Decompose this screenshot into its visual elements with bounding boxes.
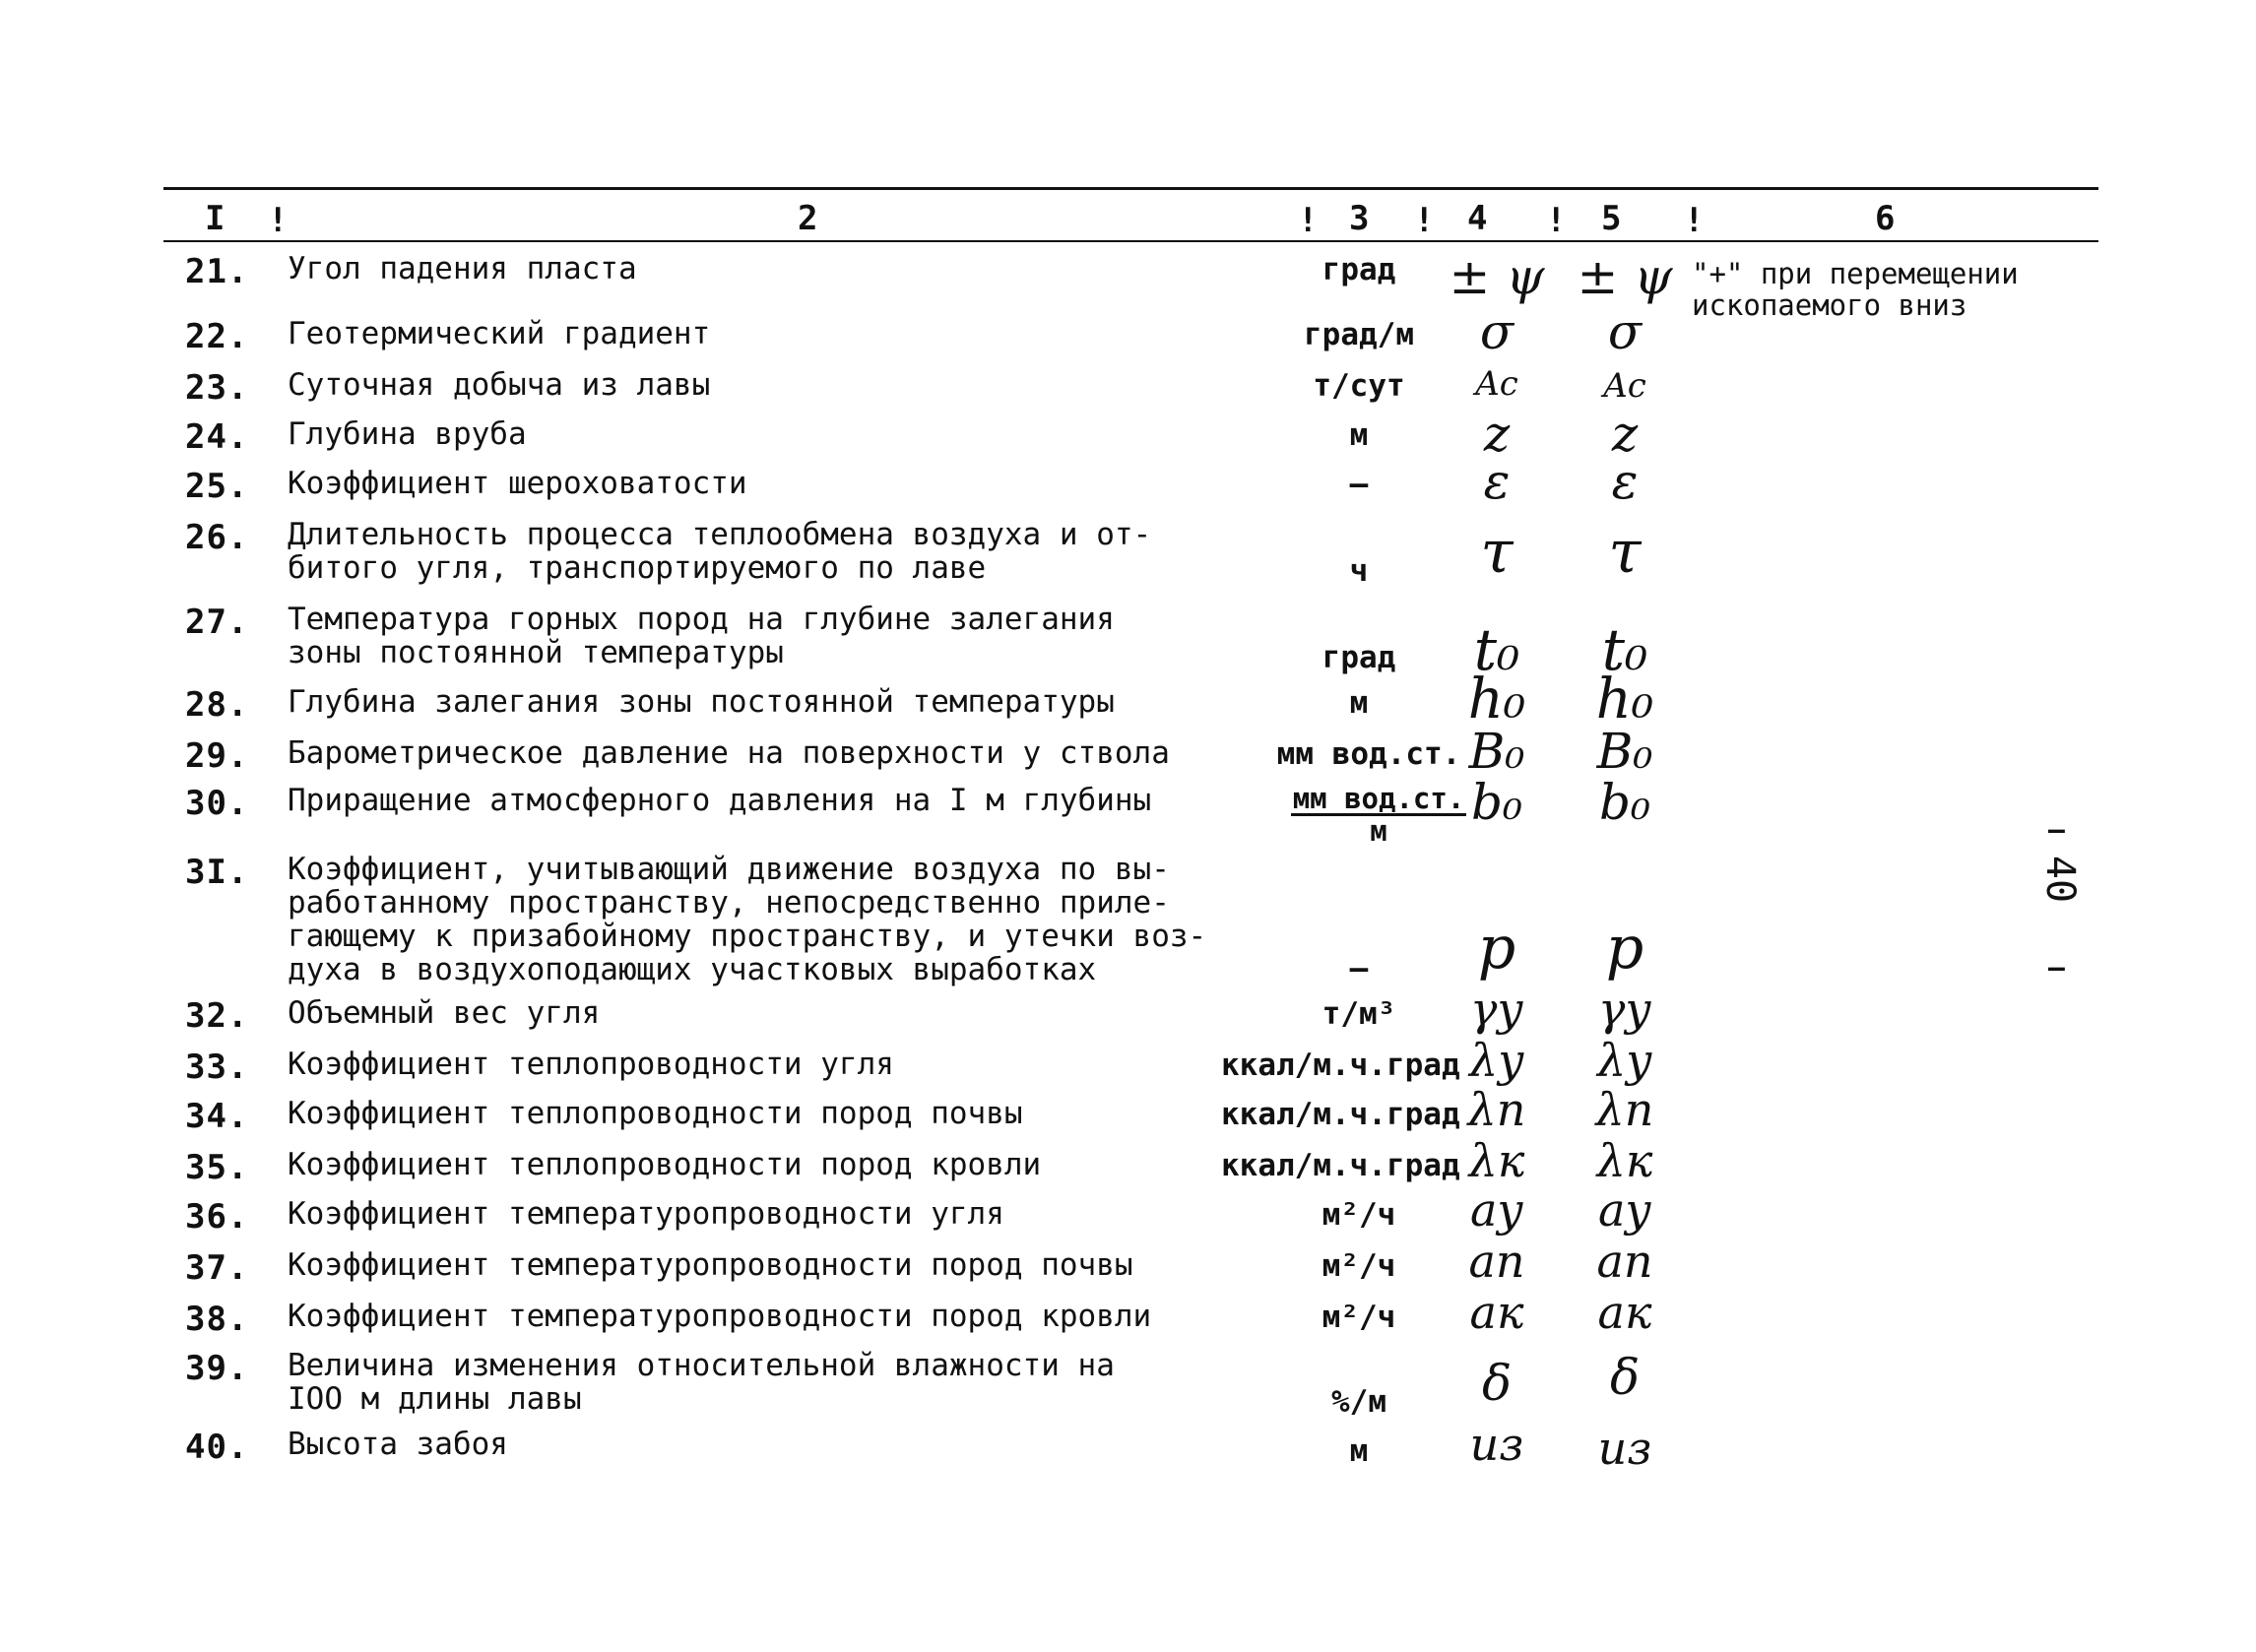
- row-symbol-col5: p: [1605, 914, 1644, 983]
- row-unit: м: [1349, 1433, 1369, 1469]
- row-description: Коэффициент температуропроводности угля: [288, 1196, 1004, 1232]
- row-unit: м²/ч: [1321, 1248, 1396, 1284]
- row-number: 40.: [185, 1428, 249, 1467]
- row-unit: град: [1321, 640, 1396, 675]
- row-symbol-col5: h₀: [1595, 667, 1654, 731]
- row-symbol-col4: uз: [1469, 1418, 1524, 1471]
- row-description: Коэффициент теплопроводности пород кровли: [288, 1147, 1042, 1182]
- row-symbol-col5: ± ψ: [1577, 248, 1673, 305]
- row-symbol-col5: aу: [1597, 1183, 1652, 1237]
- row-symbol-col5: λп: [1595, 1083, 1654, 1136]
- row-unit: град/м: [1304, 317, 1414, 352]
- row-description: Объемный вес угля: [288, 995, 601, 1031]
- row-unit: –: [1349, 951, 1369, 986]
- row-symbol-col5: t₀: [1601, 616, 1648, 683]
- row-description: Коэффициент температуропроводности пород кровли: [288, 1299, 1152, 1334]
- row-number: 36.: [185, 1197, 249, 1237]
- row-unit: –: [1349, 467, 1369, 502]
- row-description: Коэффициент шероховатости: [288, 466, 747, 501]
- row-symbol-col4: z: [1483, 406, 1511, 463]
- row-symbol-col5: uз: [1597, 1422, 1652, 1475]
- row-symbol-col4: τ: [1480, 518, 1514, 587]
- header-col1: I: [205, 199, 226, 238]
- row-description: Геотермический градиент: [288, 316, 711, 351]
- row-symbol-col4: aп: [1468, 1235, 1525, 1288]
- row-number: 30.: [185, 784, 249, 823]
- row-symbol-col4: B₀: [1468, 723, 1525, 780]
- row-symbol-col5: B₀: [1596, 723, 1653, 780]
- header-col3: 3: [1349, 199, 1370, 238]
- row-unit: т/сут: [1313, 368, 1405, 404]
- row-symbol-col4: γу: [1469, 983, 1524, 1036]
- row-number: 28.: [185, 685, 249, 725]
- row-symbol-col4: ε: [1483, 453, 1511, 510]
- row-description: Высота забоя: [288, 1427, 508, 1462]
- row-number: 3I.: [185, 853, 249, 892]
- row-symbol-col5: γу: [1597, 983, 1652, 1036]
- row-description: Величина изменения относительной влажности на IOO м длины лавы: [288, 1348, 1115, 1417]
- column6-note: "+" при перемещении ископаемого вниз: [1692, 257, 2019, 322]
- page-number-dash-bottom: –: [2048, 951, 2065, 984]
- row-unit: ккал/м.ч.град: [1221, 1048, 1460, 1083]
- row-symbol-col4: δ: [1481, 1355, 1513, 1412]
- row-symbol-col4: b₀: [1470, 774, 1523, 831]
- row-unit: ккал/м.ч.град: [1221, 1097, 1460, 1132]
- row-number: 38.: [185, 1300, 249, 1339]
- row-description: Коэффициент температуропроводности пород почвы: [288, 1247, 1133, 1283]
- header-sep: !: [1546, 201, 1567, 240]
- row-symbol-col5: δ: [1609, 1349, 1641, 1406]
- row-unit: град: [1321, 252, 1396, 287]
- row-description: Приращение атмосферного давления на I м глубины: [288, 783, 1152, 818]
- row-number: 26.: [185, 518, 249, 557]
- header-top-rule: [163, 187, 2098, 190]
- row-symbol-col4: λу: [1469, 1034, 1524, 1087]
- row-symbol-col5: τ: [1608, 518, 1642, 587]
- row-number: 25.: [185, 467, 249, 506]
- row-description: Коэффициент теплопроводности угля: [288, 1047, 894, 1082]
- row-symbol-col5: λк: [1596, 1134, 1653, 1187]
- row-unit: м: [1349, 685, 1369, 721]
- row-symbol-col4: aу: [1469, 1183, 1524, 1237]
- row-symbol-col4: Ac: [1475, 364, 1518, 404]
- row-number: 23.: [185, 368, 249, 408]
- row-symbol-col4: t₀: [1473, 616, 1520, 683]
- row-symbol-col5: ε: [1611, 453, 1639, 510]
- header-sep: !: [1298, 201, 1319, 240]
- header-col5: 5: [1601, 199, 1622, 238]
- row-description: Коэффициент теплопроводности пород почвы: [288, 1096, 1023, 1131]
- row-symbol-col4: λк: [1468, 1134, 1525, 1187]
- row-symbol-col5: Ac: [1603, 366, 1646, 406]
- row-description: Температура горных пород на глубине залегания зоны постоянной температуры: [288, 602, 1115, 670]
- row-unit: ч: [1349, 553, 1369, 589]
- header-sep: !: [268, 201, 289, 240]
- row-symbol-col4: h₀: [1467, 667, 1526, 731]
- row-description: Барометрическое давление на поверхности у ствола: [288, 735, 1170, 771]
- row-unit: мм вод.ст.: [1276, 736, 1461, 772]
- header-sep: !: [1684, 201, 1705, 240]
- page-number-dash-top: –: [2048, 813, 2065, 846]
- row-symbol-col4: σ: [1479, 303, 1515, 360]
- row-description: Длительность процесса теплообмена воздуха и от- битого угля, транспортируемого по лаве: [288, 517, 1152, 586]
- unit-numerator: мм вод.ст.: [1292, 782, 1465, 815]
- row-unit: м²/ч: [1321, 1197, 1396, 1233]
- header-sep: !: [1414, 201, 1435, 240]
- row-number: 34.: [185, 1097, 249, 1136]
- row-unit-fraction: [1270, 784, 1487, 846]
- row-description: Суточная добыча из лавы: [288, 367, 711, 403]
- header-bottom-rule: [163, 240, 2098, 242]
- row-symbol-col5: λу: [1597, 1034, 1652, 1087]
- row-symbol-col5: aп: [1596, 1235, 1653, 1288]
- row-unit: т/м³: [1321, 996, 1396, 1032]
- row-unit: ккал/м.ч.град: [1221, 1148, 1460, 1183]
- row-symbol-col4: ± ψ: [1449, 248, 1545, 305]
- row-number: 22.: [185, 317, 249, 356]
- row-number: 27.: [185, 603, 249, 642]
- row-symbol-col4: λп: [1467, 1083, 1526, 1136]
- row-unit: м²/ч: [1321, 1300, 1396, 1335]
- row-number: 39.: [185, 1349, 249, 1388]
- header-col4: 4: [1467, 199, 1488, 238]
- row-description: Угол падения пласта: [288, 251, 637, 286]
- row-symbol-col5: aк: [1597, 1286, 1652, 1339]
- row-number: 29.: [185, 736, 249, 776]
- row-number: 33.: [185, 1048, 249, 1087]
- row-symbol-col4: p: [1477, 914, 1516, 983]
- unit-denominator: м: [1370, 814, 1387, 848]
- row-number: 21.: [185, 252, 249, 291]
- row-description: Глубина вруба: [288, 416, 527, 452]
- row-symbol-col5: σ: [1607, 303, 1643, 360]
- row-number: 24.: [185, 417, 249, 457]
- row-unit: %/м: [1331, 1384, 1386, 1420]
- row-number: 32.: [185, 996, 249, 1036]
- row-number: 35.: [185, 1148, 249, 1187]
- header-col2: 2: [798, 199, 818, 238]
- page-number: 40: [2037, 855, 2084, 904]
- row-description: Коэффициент, учитывающий движение воздуха по вы- работанному пространству, непосредственно приле- гающему к призабойному пространству, и утечки воз- духа в воздухоподающих участковых выработках: [288, 852, 1207, 987]
- row-symbol-col5: b₀: [1598, 774, 1651, 831]
- row-description: Глубина залегания зоны постоянной температуры: [288, 684, 1115, 720]
- row-number: 37.: [185, 1248, 249, 1288]
- row-symbol-col5: z: [1611, 406, 1639, 463]
- header-col6: 6: [1875, 199, 1896, 238]
- row-unit: м: [1349, 417, 1369, 453]
- row-symbol-col4: aк: [1469, 1286, 1524, 1339]
